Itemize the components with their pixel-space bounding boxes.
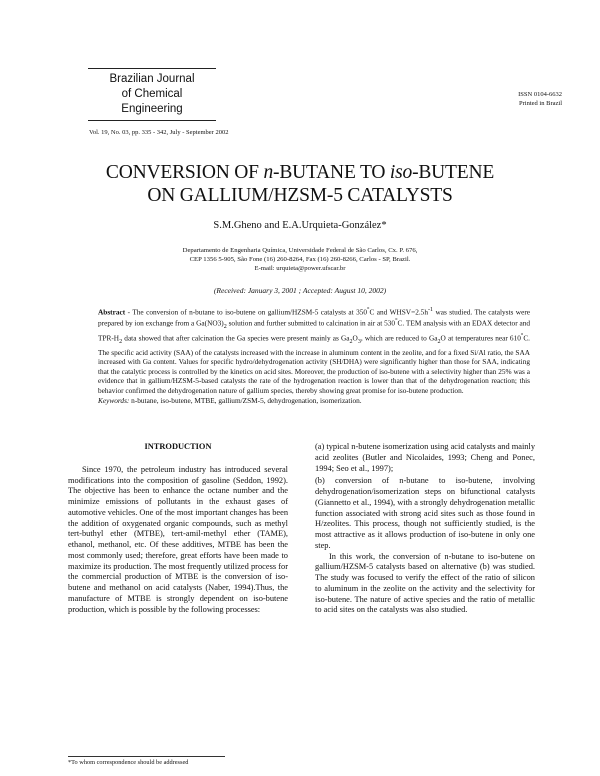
volume-info: Vol. 19, No. 03, pp. 335 - 342, July - September 2002: [89, 129, 229, 136]
abstract-part: C and WHSV=2.5h: [369, 307, 428, 317]
journal-rule-bottom: [88, 120, 216, 121]
section-heading-introduction: INTRODUCTION: [144, 442, 212, 451]
abstract-part: was studied. The catalysts were prepared by ion exchange from a Ga(NO3): [98, 307, 530, 328]
title-part-italic: iso: [389, 162, 413, 183]
abstract: [98, 306, 530, 405]
subscript: 3: [357, 339, 361, 346]
title-part-italic: n: [263, 162, 274, 183]
affiliation-email: E-mail: urquieta@power.ufscar.br: [254, 265, 346, 272]
abstract-part: , which are reduced to Ga: [360, 333, 438, 343]
authors: S.M.Gheno and E.A.Urquieta-González*: [213, 220, 387, 231]
abstract-label: Abstract: [98, 307, 126, 317]
footnote: *To whom correspondence should be addressed: [68, 759, 189, 766]
affiliation-line-1: Departamento de Engenharia Química, Universidade Federal de São Carlos, Cx. P. 676,: [182, 247, 418, 254]
abstract-part: C. The specific acid activity (SAA) of the catalysts increased with the increase in aluminum content in the zeolite, and for a fixed Si/Al ratio, the SAA increased with Ga content. Values for specific hydro/dehydrogenation activity (SH/DHA) were significantly higher than those for SAA, indicating that the catalytic process is controlled by the kinetics on acid sites. Moreover, the production of iso-butene with a selectivity higher than 25% was a evidence that in gallium/HZSM-5-based catalysts the rate of the hydrogenation reaction is lower than that of the dehydrogenation reaction; this behavior confirmed the dehydrogenation nature of gallium species, thereby showing great promise for iso-butene production.: [98, 333, 531, 395]
paragraph: Since 1970, the petroleum industry has introduced several modifications into the composition of gasoline (Seddon, 1992). The objective has been to enhance the octane number and the minimize emissions of pollutants in the exhaust gases of automotive vehicles. One of the most important changes has been the addition of oxygenated organic compounds, such as methyl tert-buthyl ether (MTBE), tert-amil-methyl ether (TAME), ethanol, methanol, etc. Of these additives, MTBE has been the most commonly used; therefore, great efforts have been made to maximize its production. The most frequently utilized process for the commercial production of MTBE is the conversion of iso-butene and methanol on acid catalysts (Naber, 1994).Thus, the manufacture of MTBE is strongly dependent on iso-butene production, which is possible by the following processes:: [68, 464, 289, 614]
printed-in: Printed in Brazil: [519, 100, 562, 107]
footnote-rule: [68, 756, 225, 757]
degree-symbol: °: [520, 333, 524, 340]
abstract-text: [98, 306, 530, 396]
title-part: -BUTANE TO: [273, 162, 390, 183]
superscript: -1: [427, 307, 434, 313]
affiliation: [80, 246, 520, 273]
abstract-part: data showed that after calcination the Ga species were present mainly as Ga: [122, 333, 350, 343]
journal-rule-top: [88, 68, 216, 69]
subscript: 2: [349, 339, 353, 346]
issn: ISSN 0104-6632: [518, 91, 562, 98]
title-line-1: [60, 161, 540, 184]
title-part: -BUTENE: [412, 162, 495, 183]
title-part: CONVERSION OF: [105, 162, 264, 183]
subscript: 2: [119, 339, 123, 346]
degree-symbol: °: [395, 317, 398, 324]
keywords-list: n-butane, iso-butene, MTBE, gallium/ZSM-5, dehydrogenation, isomerization.: [129, 395, 362, 405]
journal-line-2: of Chemical: [121, 88, 183, 100]
affiliation-line-2: CEP 1356 5-905, São Fone (16) 260-8264, Fax (16) 260-8266, Carlos - SP, Brazil.: [189, 256, 411, 263]
abstract-part: O at temperatures near 610: [440, 333, 521, 343]
title-line-2: ON GALLIUM/HZSM-5 CATALYSTS: [147, 185, 453, 206]
left-column: [68, 442, 288, 615]
keywords: [98, 396, 530, 406]
paragraph: In this work, the conversion of n-butane to iso-butene on gallium/HZSM-5 catalysts based on alternative (b) was studied. The study was focused to verify the effect of the ratio of silicon to aluminum in the zeolite on the activity and the selectivity for iso-butene. The nature of active species and the ratio of metallic to acid sites on the catalysts was also studied.: [315, 551, 535, 615]
abstract-part: solution and further submitted to calcination in air at 530: [226, 318, 396, 328]
journal-line-3: Engineering: [121, 103, 183, 115]
list-item-b: (b) conversion of n-butane to iso-butene, involving dehydrogenation/isomerization steps on bifunctional catalysts (Giannetto et al., 1994), with a strongly dehydrogenation metallic function associated with strong acid sites such as those found in H/zeolites. This process, though not sufficiently studied, is the most attractive as it allows production of iso-butene in only one step.: [315, 476, 535, 550]
journal-line-1: Brazilian Journal: [109, 73, 195, 85]
keywords-label: Keywords:: [98, 395, 130, 405]
paper-title: [60, 161, 540, 207]
received-accepted-dates: (Received: January 3, 2001 ; Accepted: August 10, 2002): [213, 286, 387, 295]
abstract-part: C. TEM analysis with an EDAX detector and TPR-H: [98, 318, 530, 343]
subscript: 2: [437, 339, 441, 346]
journal-name: [90, 72, 214, 117]
issn-block: [518, 90, 562, 108]
abstract-part: O: [352, 333, 358, 343]
abstract-part: - The conversion of n-butane to iso-butene on gallium/HZSM-5 catalysts at 350: [125, 307, 368, 317]
degree-symbol: °: [367, 307, 370, 313]
subscript: 2: [223, 323, 227, 330]
list-item-a: (a) typical n-butene isomerization using acid catalysts and mainly acid zeolites (Butler and Nicolaides, 1993; Cheng and Ponec, 1994; Seo et al., 1997);: [315, 442, 536, 473]
right-column: [315, 442, 535, 616]
